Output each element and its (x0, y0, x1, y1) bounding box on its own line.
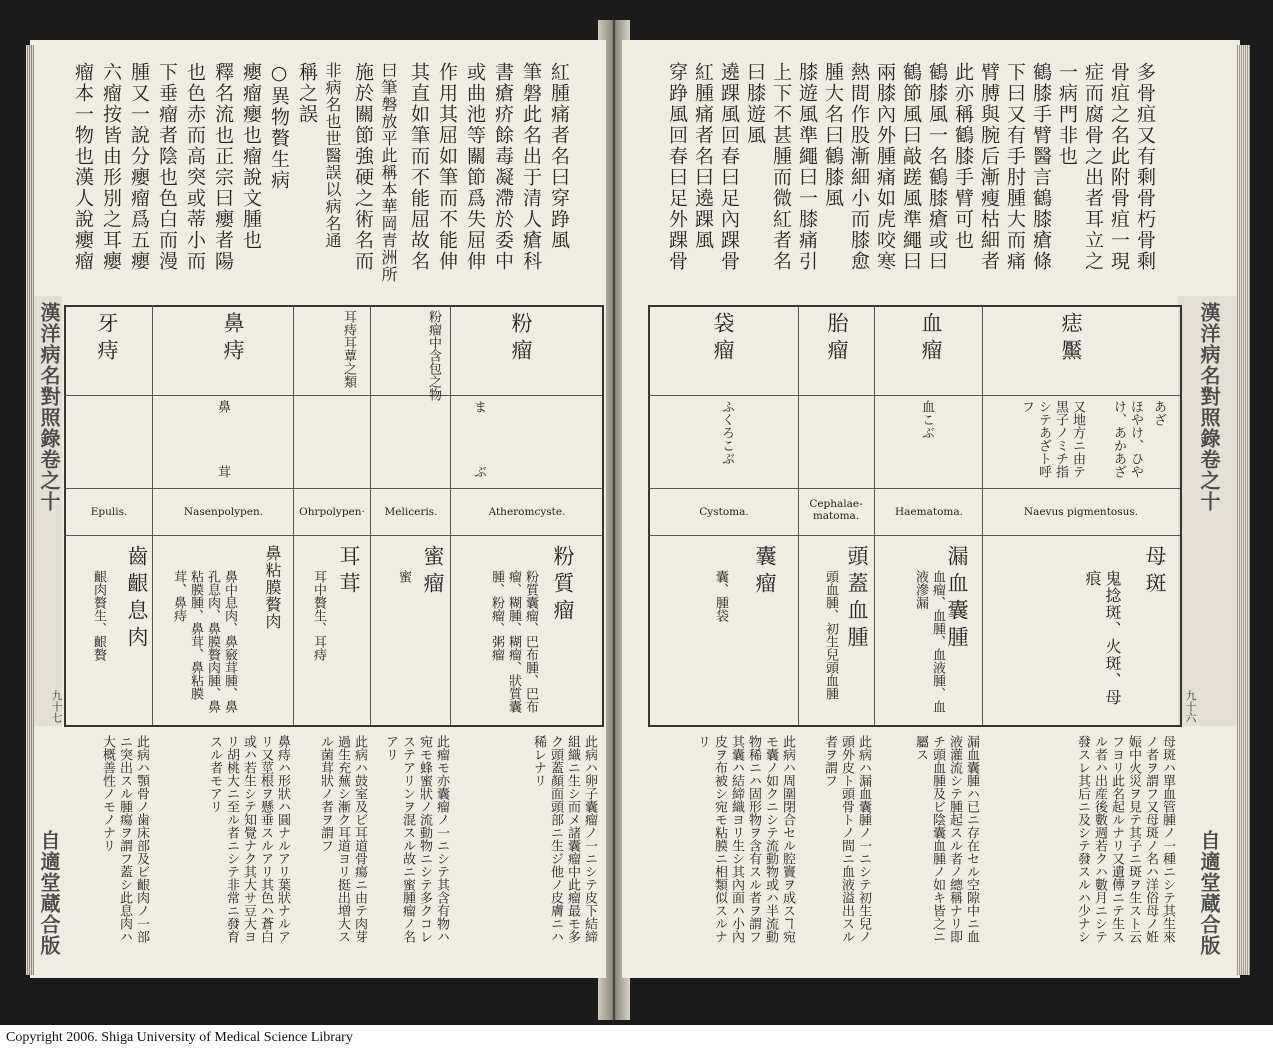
right-row-divider (648, 395, 1180, 396)
right-upper-line: 多骨疽又有剩骨朽骨剩 (1134, 62, 1156, 272)
left-row-divider (64, 535, 602, 536)
left-upper-line: 也色赤而高突或蒂小而 (184, 62, 206, 272)
right-reading: 又地方ニ由テ黒子ノミチ指シテあざト呼フ (1019, 400, 1085, 478)
right-upper-line: 腫大名曰鶴膝風 (822, 62, 844, 209)
right-col-divider (798, 305, 799, 725)
left-upper-line: 施於關節強硬之術名而 (352, 62, 374, 272)
left-col-divider (450, 305, 451, 725)
left-upper-line: ○異物贅生病 (268, 62, 290, 191)
left-upper-line: 下垂瘤者陰也色白而漫 (156, 62, 178, 272)
right-latin: Naevus pigmentosus. (1023, 506, 1139, 518)
left-upper-line: 作用其屈如筆而不能伸 (436, 62, 458, 272)
right-upper-line: 上下不甚腫而微紅者名 (770, 62, 792, 272)
right-alt-names: 頭血腫、初生兒頭血腫 (823, 570, 838, 700)
left-latin: Nasenpolypen. (183, 506, 264, 518)
left-reading: 鼻 (215, 400, 230, 413)
left-alt-names: 鼻中息肉、鼻竅茸腫、鼻孔息肉、鼻膜贅肉腫、鼻粘膜腫、鼻茸、鼻粘膜茸、鼻痔 (171, 570, 237, 713)
left-reading: ま (471, 400, 486, 413)
left-page-edges (26, 45, 34, 975)
left-upper-line: 六瘤按皆由形別之耳癭 (100, 62, 122, 272)
right-reading: 血こぶ (919, 400, 934, 439)
left-note: 鼻痔ハ形狀ハ圓ナルアリ葉狀ナルアリ又莖根ヲ懸垂スルアリ其色ハ蒼白或ハ若生シテ知覺ナク其大サ豆大ヨリ胡桃大ニ至ル者ニシテ非常ニ發育スル者モアリ (207, 735, 290, 943)
right-band-title: 漢洋病名對照錄卷之十 (1197, 302, 1221, 512)
left-note: 此病ハ卵子囊瘤ノ一ニシテ皮下結締組織ニ生シ而メ諸囊瘤中此瘤最モ多ク頭蓋顏面頭部ニ生ジ他ノ皮膚ニハ稀レナリ (531, 735, 597, 943)
left-latin: Ohrpolypen· (299, 506, 365, 518)
right-upper-line: 曰膝遊風 (744, 62, 766, 146)
right-upper-line: 下曰又有手肘腫大而痛 (1004, 62, 1026, 272)
right-header: 血瘤 (919, 312, 943, 366)
right-page (622, 40, 1240, 978)
right-upper-line: 此亦稱鶴膝手臂可也 (952, 62, 974, 251)
left-latin: Meliceris. (384, 506, 438, 518)
right-upper-line: 紅腫痛者名曰遶踝風 (692, 62, 714, 251)
left-upper-line: 曰筆磐放平此稱本華岡青洲所 (379, 62, 398, 283)
right-row-divider (648, 488, 1180, 489)
right-upper-line: 鶴膝風一名鶴膝瘡或曰 (926, 62, 948, 272)
right-upper-line: 熱間作股漸細小而膝愈 (848, 62, 870, 272)
right-upper-line: 鶴節風曰敲蹉風準繩曰 (900, 62, 922, 272)
left-col-divider (370, 305, 371, 725)
left-upper-line: 癭瘤癭也瘤說文腫也 (240, 62, 262, 251)
left-upper-line: 釋名流也正宗曰癭者陽 (212, 62, 234, 272)
right-new-name: 漏血囊腫 (945, 545, 969, 653)
right-reading: あざ (1151, 400, 1166, 426)
right-upper-line: 一病門非也 (1056, 62, 1078, 167)
left-upper-line: 腫又一說分癭瘤爲五癭 (128, 62, 150, 272)
right-latin: Cystoma. (699, 506, 749, 518)
right-new-name: 囊瘤 (753, 545, 777, 599)
right-header: 痣黶 (1059, 312, 1083, 366)
left-folio: 九十七 (50, 690, 63, 723)
left-upper-line: 或曲池等關節爲失屈伸 (464, 62, 486, 272)
left-note: 此病ハ顎骨ノ歯床部及ビ齦肉ノ一部ニ突出スル腫瘍ヲ謂フ蓋シ此息肉ハ大概善性ノモノナリ (100, 735, 149, 943)
left-upper-line: 其直如筆而不能屈故名 (408, 62, 430, 272)
left-upper-line: 稱之誤 (296, 62, 318, 125)
left-header: 粉瘤中含包之物 (426, 310, 441, 401)
left-col-divider (152, 305, 153, 725)
right-note: 母斑ハ單血管腫ノ一種ニシテ其生來ノ者ヲ謂フ又母斑ノ名ハ洋俗母ノ姙娠中火災ヲ見テ其子ニ斑ヲ生スト云フヨリ此名起ルナリ又遺傳ニテ生スル者ハ出産後數週若クハ數月ニシテ發スレ其后ニ及シテ發スルハ少ナシ (1075, 735, 1175, 943)
right-upper-line: 遶踝風回春曰足內踝骨 (718, 62, 740, 272)
left-upper-line: 書瘡疥餘毒凝滯於委中 (492, 62, 514, 272)
left-new-name: 鼻粘膜贅肉 (263, 545, 282, 630)
left-upper-line: 筆磐此名出于清人瘡科 (520, 62, 542, 272)
right-upper-line: 臂膊與腕后漸瘦枯細者 (978, 62, 1000, 272)
right-latin: Cephalae-matoma. (809, 498, 863, 522)
left-upper-line: 非病名也世醫誤以病名通 (323, 62, 342, 249)
right-reading: ほやけ、ひやけ、あかあざ (1111, 400, 1143, 478)
right-latin: Haematoma. (895, 506, 963, 518)
left-note: 此病ハ鼓室及ビ耳道骨瘍ニ由テ肉芽過生充蕪シ漸ク耳道ヨリ挺出増大スル菌茸狀ノ者ヲ謂フ (318, 735, 367, 943)
right-note: 此病ハ漏血囊腫ノ一ニシテ初生兒ノ頭外皮ト頭骨トノ間ニ血液溢出スル者ヲ謂フ (822, 735, 871, 943)
left-row-divider (64, 488, 602, 489)
right-upper-line: 鶴膝手臂醫言鶴膝瘡條 (1030, 62, 1052, 272)
left-reading: 茸 (215, 465, 230, 478)
left-new-name: 蜜瘤 (421, 545, 445, 599)
right-alt-names: 鬼捻斑、火斑、母痕 (1083, 570, 1122, 706)
left-header: 牙痔 (95, 312, 119, 366)
left-header: 粉瘤 (509, 312, 533, 366)
left-row-divider (64, 395, 602, 396)
right-publisher: 自適堂蔵合版 (1197, 830, 1221, 956)
left-alt-names: 耳中贅生、耳痔 (311, 570, 326, 661)
right-upper-line: 穿踭風回春曰足外踝骨 (666, 62, 688, 272)
left-latin: Epulis. (90, 506, 128, 518)
left-new-name: 粉質瘤 (551, 545, 575, 626)
left-header: 耳痔耳蕈之類 (341, 310, 356, 388)
left-alt-names: 齦肉贅生、齦贅 (91, 570, 106, 661)
left-reading: ぶ (471, 465, 486, 478)
right-col-divider (874, 305, 875, 725)
right-row-divider (648, 535, 1180, 536)
right-upper-line: 膝遊風準繩曰一膝痛引 (796, 62, 818, 272)
right-header: 袋瘤 (711, 312, 735, 366)
left-publisher: 自適堂蔵合版 (37, 830, 61, 956)
right-upper-line: 症而腐骨之出者耳立之 (1082, 62, 1104, 272)
right-new-name: 母斑 (1143, 545, 1167, 599)
right-new-name: 頭蓋血腫 (845, 545, 869, 653)
right-page-edges (1236, 45, 1250, 975)
left-latin: Atheromcyste. (488, 506, 566, 518)
right-alt-names: 囊、腫袋 (713, 570, 728, 622)
left-page (30, 40, 606, 978)
left-new-name: 齒齦息肉 (125, 545, 149, 653)
copyright-notice: Copyright 2006. Shiga University of Medical Science Library (6, 1030, 353, 1045)
left-band-title: 漢洋病名對照錄卷之十 (37, 302, 61, 512)
right-upper-line: 骨疽之名此附骨疽一現 (1108, 62, 1130, 272)
left-alt-names: 蜜 (396, 570, 411, 583)
left-header: 鼻痔 (221, 312, 245, 366)
right-reading: ふくろこぶ (719, 400, 734, 465)
right-folio: 九十六 (1184, 690, 1197, 723)
left-alt-names: 粉質囊瘤、巴布腫、巴布瘤、糊腫、糊瘤、狀質囊腫、粉瘤、粥瘤 (489, 570, 538, 713)
right-header: 胎瘤 (825, 312, 849, 366)
left-upper-line: 紅腫痛者名曰穿踭風 (548, 62, 570, 251)
right-note: 漏血囊腫ハ已ニ存在セル空隙中ニ血液灌流シテ腫起スル者ノ總稱ナリ即チ頭血腫及ビ陰囊血腫ノ如キ皆之ニ屬ス (913, 735, 979, 943)
left-upper-line: 瘤本一物也漢人說癭瘤 (72, 62, 94, 272)
right-upper-line: 兩膝內外腫痛如虎咬寒 (874, 62, 896, 272)
right-col-divider (982, 305, 983, 725)
right-alt-names: 血瘤、血腫、血液腫、血液滲漏 (913, 570, 945, 713)
left-new-name: 耳茸 (337, 545, 361, 599)
left-note: 此瘤モ亦囊瘤ノ一ニシテ其含有物ハ宛モ蜂蜜狀ノ流動物ニシテ多クコレステアリンヲ混スル故ニ蜜腫瘤ノ名アリ (383, 735, 449, 943)
right-note: 此病ハ周圍閉合セル腔竇ヲ成スヿ宛モ囊ノ如クニシテ流動物或ハ半流動物稀ニハ固形物ヲ含有スル者ヲ謂フ其囊ハ結締織ヨリ生シ其內面ハ小內皮ヲ布被シ宛モ粘膜ニ相類似スルナリ (695, 735, 795, 943)
